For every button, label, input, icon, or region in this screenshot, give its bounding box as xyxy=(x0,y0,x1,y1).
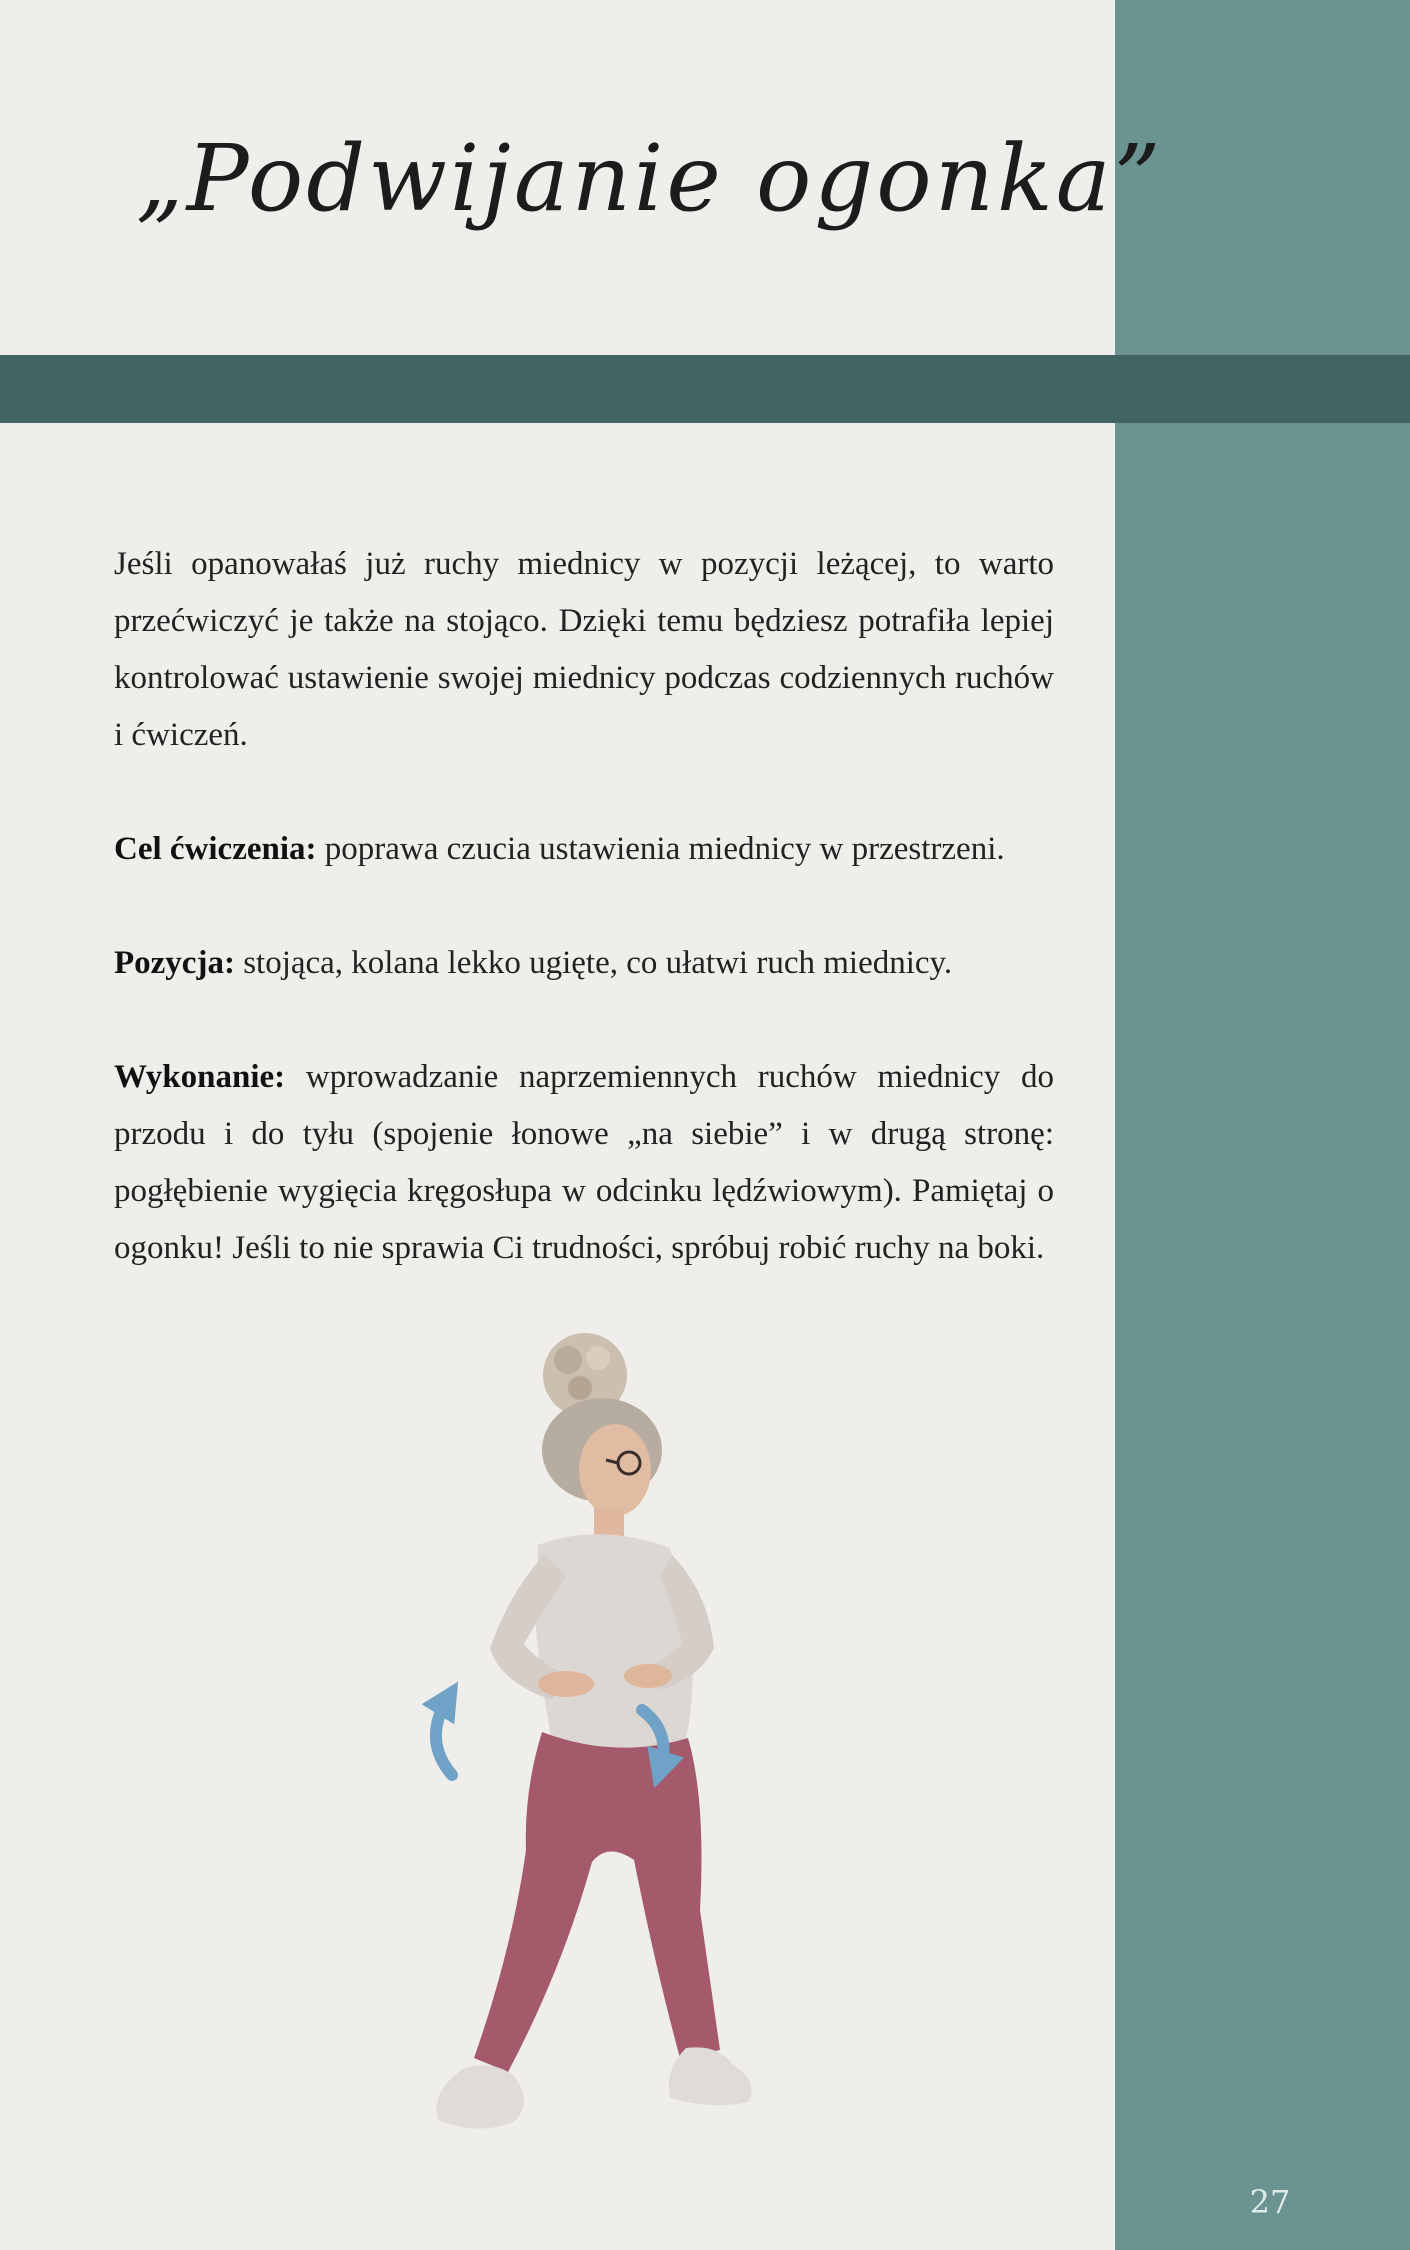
woman-figure xyxy=(436,1333,751,2129)
side-column xyxy=(1115,0,1410,2250)
curved-arrow-up-icon xyxy=(436,1698,452,1775)
goal-paragraph xyxy=(114,821,1054,878)
execution-label: Wykonanie: xyxy=(114,1059,286,1095)
position-label: Pozycja: xyxy=(114,945,235,981)
page-title: „Podwijanie ogonka” xyxy=(136,125,1164,232)
execution-text: wprowadzanie naprzemiennych ruchów miednicy do przodu i do tyłu (spojenie łonowe „na siebie” i w drugą stronę: pogłębienie wygięcia kręgosłupa w odcinku lędźwiowym). Pamiętaj o ogonku! Jeśli to nie sprawia Ci trudności, spróbuj robić ruchy na boki. xyxy=(114,1059,1054,1266)
goal-label: Cel ćwiczenia: xyxy=(114,831,317,867)
position-text: stojąca, kolana lekko ugięte, co ułatwi ruch miednicy. xyxy=(234,945,953,981)
execution-paragraph xyxy=(114,1049,1054,1277)
exercise-description xyxy=(114,536,1054,1277)
exercise-illustration xyxy=(330,1330,850,2180)
page-number: 27 xyxy=(1249,2183,1291,2221)
header-band xyxy=(0,355,1410,423)
intro-paragraph: Jeśli opanowałaś już ruchy miednicy w pozycji leżącej, to warto przećwiczyć je także na stojąco. Dzięki temu będziesz potrafiła lepiej kontrolować ustawienie swojej miednicy podczas codziennych ruchów i ćwiczeń. xyxy=(114,546,1054,753)
goal-text: poprawa czucia ustawienia miednicy w przestrzeni. xyxy=(316,831,1005,867)
position-paragraph xyxy=(114,935,1054,992)
